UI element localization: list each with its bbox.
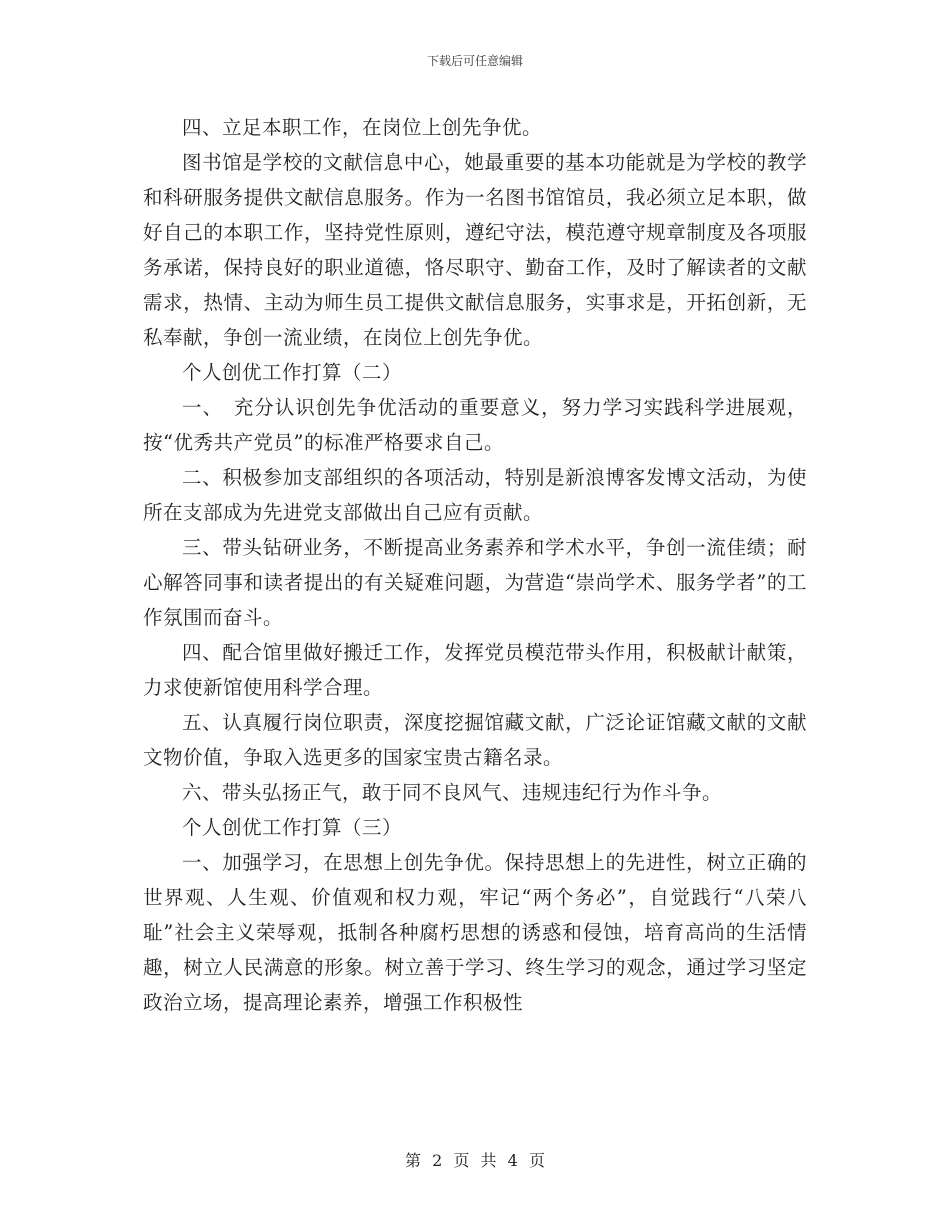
footer-prefix: 第 bbox=[405, 1151, 422, 1170]
plan-two-item-4: 四、配合馆里做好搬迁工作，发挥党员模范带头作用，积极献计献策，力求使新馆使用科学合理。 bbox=[143, 641, 807, 699]
footer-total-pages: 4 bbox=[507, 1151, 518, 1170]
plan-two-item-5: 五、认真履行岗位职责，深度挖掘馆藏文献，广泛论证馆藏文献的文献文物价值，争取入选更多的国家宝贵古籍名录。 bbox=[143, 711, 807, 769]
footer-page-word: 页 bbox=[453, 1151, 470, 1170]
header-note: 下载后可任意编辑 bbox=[426, 54, 523, 68]
plan-three-item-1: 一、加强学习，在思想上创先争优。保持思想上的先进性，树立正确的世界观、人生观、价值观和权力观，牢记“两个务必”，自觉践行“八荣八耻”社会主义荣辱观，抵制各种腐朽思想的诱惑和侵蚀，培育高尚的生活情趣，树立人民满意的形象。树立善于学习、终生学习的观念，通过学习坚定政治立场，提高理论素养，增强工作积极性 bbox=[143, 851, 807, 1014]
document-body bbox=[143, 110, 807, 1020]
paragraph-section-four-title: 四、立足本职工作，在岗位上创先争优。 bbox=[182, 116, 543, 139]
footer-current-page: 2 bbox=[432, 1151, 443, 1170]
paragraph-library-duty: 图书馆是学校的文献信息中心，她最重要的基本功能就是为学校的教学和科研服务提供文献信息服务。作为一名图书馆馆员，我必须立足本职，做好自己的本职工作，坚持党性原则，遵纪守法，模范遵守规章制度及各项服务承诺，保持良好的职业道德，恪尽职守、勤奋工作，及时了解读者的文献需求，热情、主动为师生员工提供文献信息服务，实事求是，开拓创新，无私奉献，争创一流业绩，在岗位上创先争优。 bbox=[143, 151, 807, 349]
footer-total-word: 共 bbox=[480, 1151, 497, 1170]
plan-three-heading: 个人创优工作打算（三） bbox=[182, 816, 403, 839]
plan-two-item-2: 二、积极参加支部组织的各项活动，特别是新浪博客发博文活动，为使所在支部成为先进党支部做出自己应有贡献。 bbox=[143, 466, 807, 524]
plan-two-heading: 个人创优工作打算（二） bbox=[182, 361, 403, 384]
footer-suffix: 页 bbox=[528, 1151, 545, 1170]
plan-two-item-6: 六、带头弘扬正气，敢于同不良风气、违规违纪行为作斗争。 bbox=[182, 781, 723, 804]
plan-two-item-3: 三、带头钻研业务，不断提高业务素养和学术水平，争创一流佳绩；耐心解答同事和读者提出的有关疑难问题，为营造“崇尚学术、服务学者”的工作氛围而奋斗。 bbox=[143, 536, 807, 629]
plan-two-item-1: 一、 充分认识创先争优活动的重要意义，努力学习实践科学进展观，按“优秀共产党员”的标准严格要求自己。 bbox=[143, 396, 807, 454]
page-footer bbox=[0, 1148, 950, 1171]
